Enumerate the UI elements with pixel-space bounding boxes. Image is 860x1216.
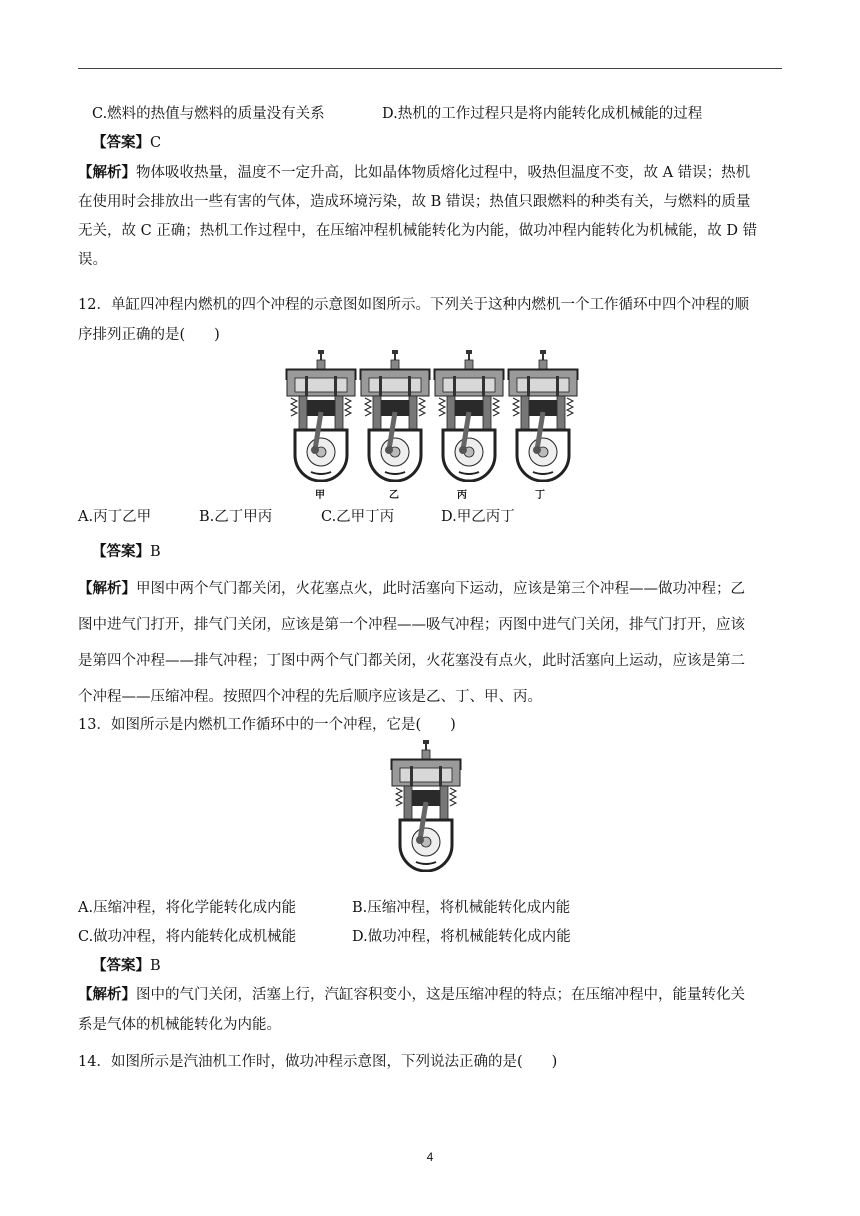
q12-option-c: C.乙甲丁丙 <box>321 509 395 525</box>
engine-diagram-jia <box>287 350 355 481</box>
answer-tag: 【答案】 <box>92 134 150 151</box>
q12-stem-line-1: 12．单缸四冲程内燃机的四个冲程的示意图如图所示。下列关于这种内燃机一个工作循环中四个冲程的顺 <box>78 297 749 313</box>
q13-stem: 13．如图所示是内燃机工作循环中的一个冲程，它是( ) <box>78 717 456 733</box>
q12-engine-figure <box>285 350 581 482</box>
q13-analysis-line-2: 系是气体的机械能转化为内能。 <box>78 1017 281 1033</box>
answer-value: B <box>150 544 161 560</box>
q14-stem: 14．如图所示是汽油机工作时，做功冲程示意图，下列说法正确的是( ) <box>78 1054 558 1070</box>
prev-analysis-line-1: 【解析】物体吸收热量，温度不一定升高，比如晶体物质熔化过程中，吸热但温度不变，故 A 错误；热机 <box>78 164 751 181</box>
analysis-tag: 【解析】 <box>78 986 136 1003</box>
prev-answer-line <box>92 132 796 154</box>
q13-analysis-line-1: 【解析】图中的气门关闭，活塞上行，汽缸容积变小，这是压缩冲程的特点；在压缩冲程中，能量转化关 <box>78 986 745 1003</box>
q13-option-d: D.做功冲程，将机械能转化成内能 <box>352 929 571 945</box>
figure-label-jia: 甲 <box>315 490 325 501</box>
answer-value: C <box>150 135 162 151</box>
answer-tag: 【答案】 <box>92 957 150 974</box>
q12-option-a: A.丙丁乙甲 <box>78 509 152 525</box>
q12-option-d: D.甲乙丙丁 <box>441 509 515 525</box>
prev-analysis-line-4: 误。 <box>78 252 107 268</box>
figure-label-bing: 丙 <box>457 490 467 501</box>
q13-option-c: C.做功冲程，将内能转化成机械能 <box>78 929 297 945</box>
q12-analysis-line-3: 是第四个冲程——排气冲程；丁图中两个气门都关闭，火花塞没有点火，此时活塞向上运动，应该是第二 <box>78 653 745 669</box>
answer-value: B <box>150 958 161 974</box>
q12-analysis-line-2: 图中进气门打开，排气门关闭，应该是第一个冲程——吸气冲程；丙图中进气门关闭，排气门打开，应该 <box>78 617 745 633</box>
q12-analysis-line-1: 【解析】甲图中两个气门都关闭，火花塞点火，此时活塞向下运动，应该是第三个冲程——做功冲程；乙 <box>78 580 745 597</box>
engine-diagram-ding <box>509 350 577 481</box>
q12-answer-line <box>92 541 796 563</box>
figure-label-yi: 乙 <box>389 490 399 501</box>
prev-analysis-line-2: 在使用时会排放出一些有害的气体，造成环境污染，故 B 错误；热值只跟燃料的种类有关，与燃料的质量 <box>78 194 751 210</box>
analysis-tag: 【解析】 <box>78 580 136 597</box>
q13-option-b: B.压缩冲程，将机械能转化成内能 <box>352 900 571 916</box>
header-rule <box>78 68 782 69</box>
answer-tag: 【答案】 <box>92 543 150 560</box>
prev-option-c: C.燃料的热值与燃料的质量没有关系 <box>92 106 325 122</box>
engine-diagram-yi <box>361 350 429 481</box>
q12-analysis-line-4: 个冲程——压缩冲程。按照四个冲程的先后顺序应该是乙、丁、甲、丙。 <box>78 689 542 705</box>
q13-engine-figure <box>384 740 474 872</box>
figure-label-ding: 丁 <box>535 490 545 501</box>
q13-option-a: A.压缩冲程，将化学能转化成内能 <box>78 900 297 916</box>
prev-option-d: D.热机的工作过程只是将内能转化成机械能的过程 <box>382 106 703 122</box>
engine-diagram <box>392 740 460 871</box>
engine-diagram-bing <box>435 350 503 481</box>
q13-answer-line <box>92 955 796 977</box>
analysis-tag: 【解析】 <box>78 164 136 181</box>
q12-stem-line-2: 序排列正确的是( ) <box>78 327 220 343</box>
prev-analysis-line-3: 无关，故 C 正确；热机工作过程中，在压缩冲程机械能转化为内能，做功冲程内能转化为机械能，故 D 错 <box>78 223 758 239</box>
page-number: 4 <box>426 1150 434 1164</box>
q12-option-b: B.乙丁甲丙 <box>199 509 273 525</box>
